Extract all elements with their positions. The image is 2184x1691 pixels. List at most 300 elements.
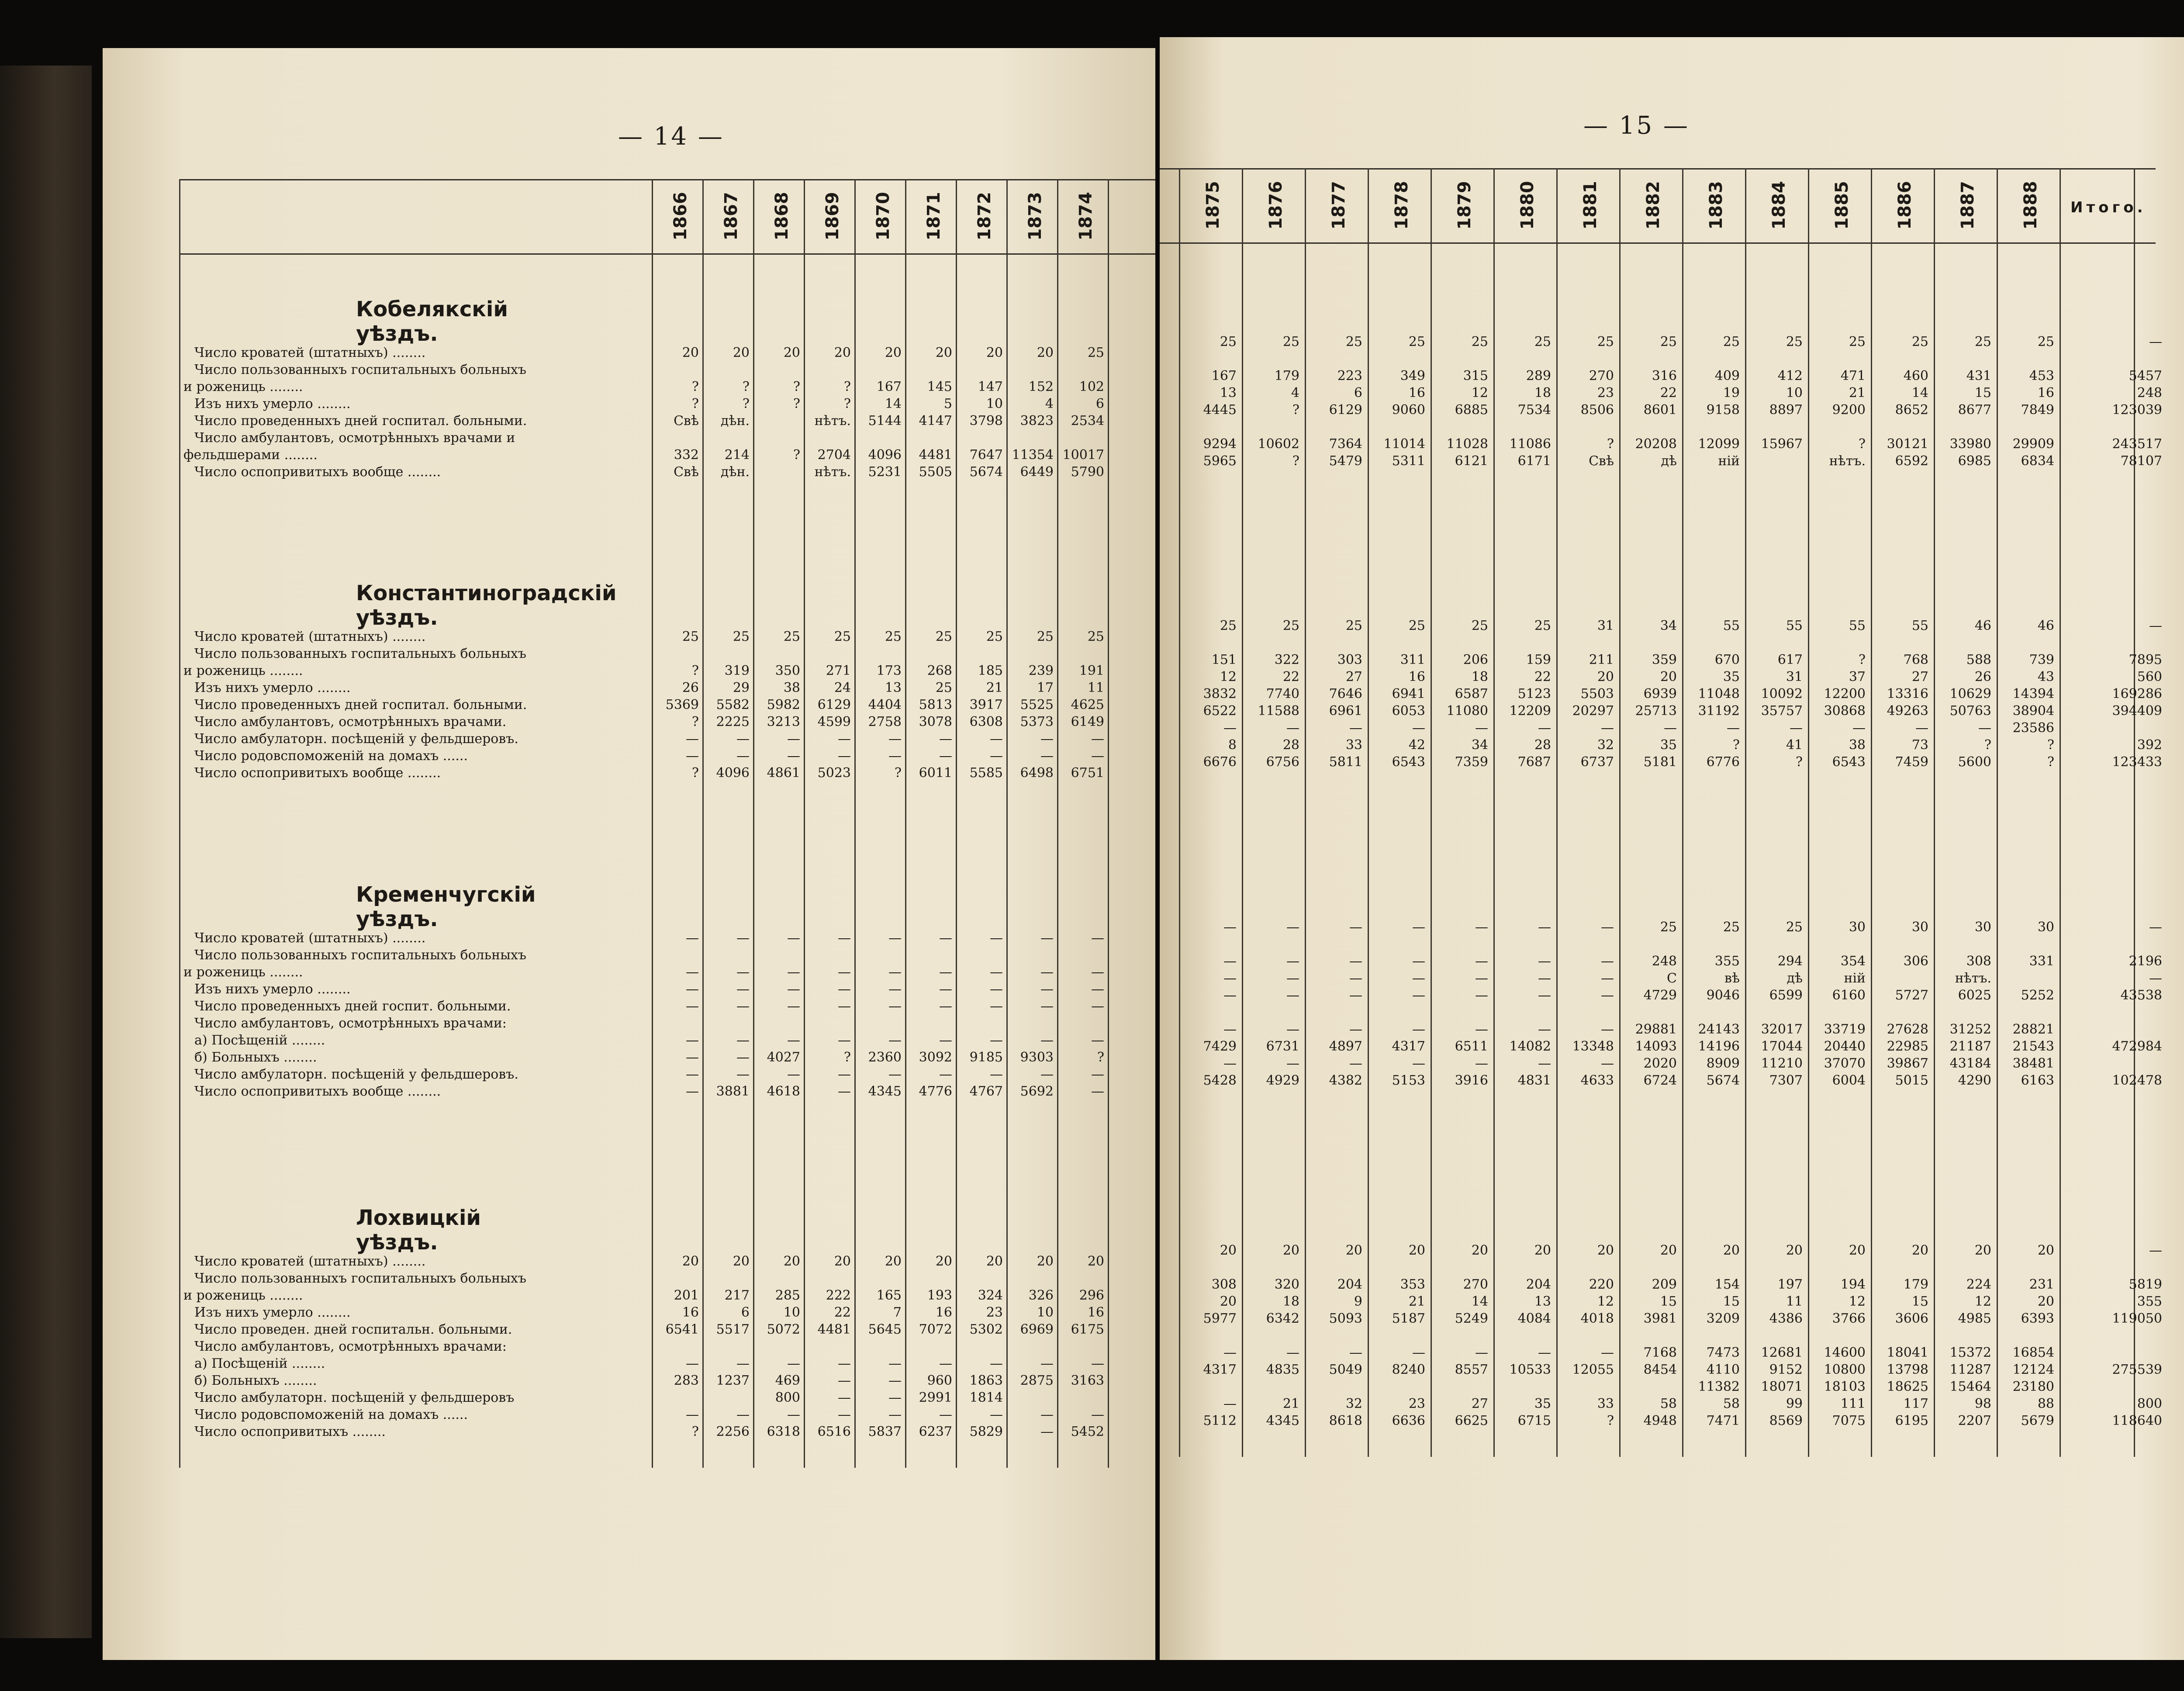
- data-cell: 1863: [969, 1373, 1003, 1388]
- data-cell: 8618: [1329, 1413, 1362, 1428]
- data-cell: ?: [1097, 1050, 1104, 1065]
- data-cell: 16: [1408, 669, 1425, 685]
- data-cell: 3881: [716, 1084, 750, 1099]
- data-cell: 294: [1777, 954, 1803, 969]
- column-rule: [1368, 168, 1369, 1457]
- data-cell: 21187: [1949, 1039, 1991, 1054]
- row-label-continued: и рожениць ........: [183, 1288, 303, 1303]
- data-cell: 55: [1786, 618, 1803, 633]
- data-cell: ?: [691, 663, 699, 678]
- data-cell: 20: [1345, 1243, 1362, 1258]
- data-cell: 9294: [1203, 436, 1237, 452]
- data-cell: ?: [2047, 737, 2054, 753]
- data-cell: —: [990, 1356, 1003, 1371]
- data-cell: 22: [1660, 385, 1677, 401]
- data-cell: 37: [1849, 669, 1866, 685]
- data-cell: 800: [775, 1390, 800, 1405]
- data-cell: 4: [1045, 396, 1054, 412]
- data-cell: 6776: [1706, 754, 1740, 770]
- data-cell: 5049: [1329, 1362, 1362, 1377]
- data-cell: 4481: [817, 1322, 851, 1337]
- year-header: 1880: [1517, 181, 1538, 230]
- data-cell: —: [1223, 1022, 1237, 1037]
- data-cell: ?: [1607, 436, 1614, 452]
- data-cell: Свѣ: [674, 413, 699, 429]
- data-cell: 154: [1714, 1277, 1740, 1292]
- data-cell: —: [1040, 982, 1054, 997]
- data-cell: 10: [1037, 1305, 1054, 1320]
- data-cell: 197: [1777, 1277, 1803, 1292]
- data-cell: Свѣ: [1589, 453, 1614, 469]
- data-cell: 41: [1786, 737, 1803, 753]
- data-cell: 6163: [2021, 1073, 2054, 1088]
- data-cell: ?: [691, 765, 699, 781]
- data-cell: 4929: [1266, 1073, 1299, 1088]
- data-cell: —: [1091, 965, 1104, 980]
- year-header: 1885: [1832, 181, 1852, 230]
- data-cell: 10: [783, 1305, 800, 1320]
- data-cell: 9152: [1769, 1362, 1803, 1377]
- data-cell: —: [1601, 920, 1614, 935]
- data-cell: 9046: [1706, 988, 1740, 1003]
- data-cell: 22: [834, 1305, 851, 1320]
- data-cell: 18: [1471, 669, 1488, 685]
- data-cell: 5181: [1643, 754, 1677, 770]
- data-cell: 20: [1220, 1294, 1237, 1309]
- data-cell: 30: [2037, 920, 2054, 935]
- data-cell: 6636: [1392, 1413, 1425, 1428]
- data-cell: 5517: [716, 1322, 750, 1337]
- data-cell: 222: [826, 1288, 851, 1303]
- data-cell: —: [1040, 965, 1054, 980]
- data-cell: 102: [1079, 379, 1104, 394]
- data-cell: 50763: [1949, 703, 1991, 719]
- data-cell: 6731: [1266, 1039, 1299, 1054]
- data-cell: 2704: [817, 447, 851, 463]
- data-cell: 6543: [1832, 754, 1866, 770]
- data-cell: 223: [1337, 368, 1362, 384]
- data-cell: —: [1223, 954, 1237, 969]
- data-cell: 5249: [1455, 1311, 1488, 1326]
- data-cell: ?: [691, 396, 699, 412]
- data-cell: 7359: [1455, 754, 1488, 770]
- data-cell: 20: [1087, 1254, 1104, 1269]
- data-cell: 38904: [2012, 703, 2054, 719]
- data-cell: 3766: [1832, 1311, 1866, 1326]
- row-label: Изъ нихъ умерло ........: [194, 1305, 351, 1320]
- data-cell: 10533: [1509, 1362, 1551, 1377]
- data-cell: —: [1040, 1407, 1054, 1422]
- data-cell: 239: [1028, 663, 1054, 678]
- data-cell: 5015: [1895, 1073, 1928, 1088]
- total-cell: —: [2149, 920, 2162, 935]
- data-cell: 4625: [1071, 697, 1104, 712]
- data-cell: 308: [1966, 954, 1991, 969]
- year-header: 1884: [1769, 181, 1789, 230]
- data-cell: —: [787, 731, 800, 747]
- data-cell: 12: [1849, 1294, 1866, 1309]
- data-cell: 9200: [1832, 402, 1866, 418]
- data-cell: 14: [1471, 1294, 1488, 1309]
- data-cell: 33: [1597, 1396, 1614, 1411]
- data-cell: —: [1286, 988, 1299, 1003]
- data-cell: 10017: [1062, 447, 1104, 463]
- data-cell: 25: [1282, 618, 1299, 633]
- year-header: 1878: [1392, 181, 1412, 230]
- data-cell: 15967: [1761, 436, 1803, 452]
- data-cell: 4018: [1580, 1311, 1614, 1326]
- year-header: 1883: [1706, 181, 1726, 230]
- total-cell: 7895: [2129, 652, 2162, 667]
- data-cell: —: [787, 748, 800, 764]
- data-cell: 7646: [1329, 686, 1362, 702]
- data-cell: —: [1475, 720, 1488, 736]
- data-cell: 5645: [868, 1322, 902, 1337]
- data-cell: —: [1475, 1056, 1488, 1071]
- data-cell: 23: [986, 1305, 1003, 1320]
- data-cell: —: [888, 1033, 902, 1048]
- data-cell: 14600: [1824, 1345, 1866, 1360]
- data-cell: 2020: [1643, 1056, 1677, 1071]
- data-cell: 18103: [1824, 1379, 1866, 1394]
- total-cell: 472984: [2112, 1039, 2162, 1054]
- total-cell: 392: [2137, 737, 2162, 753]
- data-cell: —: [1412, 1345, 1425, 1360]
- data-cell: 2256: [716, 1424, 750, 1439]
- data-cell: —: [1223, 920, 1237, 935]
- data-cell: 469: [775, 1373, 800, 1388]
- data-cell: 206: [1463, 652, 1488, 667]
- data-cell: 25: [885, 629, 902, 644]
- data-cell: 768: [1903, 652, 1928, 667]
- data-cell: 5977: [1203, 1311, 1237, 1326]
- data-cell: —: [888, 930, 902, 946]
- data-cell: 11287: [1949, 1362, 1991, 1377]
- total-header: Итого.: [2070, 199, 2146, 216]
- total-cell: —: [2149, 1243, 2162, 1258]
- row-label-continued: и рожениць ........: [183, 965, 303, 980]
- year-header: 1874: [1076, 192, 1096, 241]
- data-cell: 19: [1723, 385, 1740, 401]
- data-cell: 167: [876, 379, 902, 394]
- row-label: Изъ нихъ умерло ........: [194, 680, 351, 695]
- data-cell: 3078: [919, 714, 952, 730]
- data-cell: 311: [1400, 652, 1425, 667]
- data-cell: ?: [894, 765, 902, 781]
- data-cell: 20: [1037, 345, 1054, 360]
- column-rule: [1431, 168, 1432, 1457]
- data-cell: —: [1223, 988, 1237, 1003]
- data-cell: 7647: [969, 447, 1003, 463]
- data-cell: 173: [876, 663, 902, 678]
- data-cell: 26: [1974, 669, 1991, 685]
- data-cell: 8897: [1769, 402, 1803, 418]
- data-cell: 25: [1786, 920, 1803, 935]
- total-cell: 5457: [2129, 368, 2162, 384]
- data-cell: ?: [1858, 436, 1866, 452]
- data-cell: —: [686, 1407, 699, 1422]
- data-cell: 4618: [767, 1084, 800, 1099]
- data-cell: —: [1349, 720, 1362, 736]
- data-cell: —: [736, 1407, 750, 1422]
- data-cell: 217: [724, 1288, 750, 1303]
- data-cell: 4147: [919, 413, 952, 429]
- row-label: Изъ нихъ умерло ........: [194, 396, 351, 412]
- data-cell: 5679: [2021, 1413, 2054, 1428]
- total-cell: 118640: [2112, 1413, 2162, 1428]
- data-cell: —: [838, 1033, 851, 1048]
- data-cell: 38481: [2012, 1056, 2054, 1071]
- data-cell: 4729: [1643, 988, 1677, 1003]
- data-cell: 6053: [1392, 703, 1425, 719]
- data-cell: 25: [1220, 334, 1237, 349]
- year-header: 1882: [1643, 181, 1663, 230]
- data-cell: 296: [1079, 1288, 1104, 1303]
- data-cell: 4084: [1517, 1311, 1551, 1326]
- column-rule: [1179, 168, 1180, 1457]
- data-cell: 20: [1849, 1243, 1866, 1258]
- data-cell: —: [1790, 720, 1803, 736]
- data-cell: 6941: [1392, 686, 1425, 702]
- data-cell: 3213: [767, 714, 800, 730]
- row-label: Число пользованныхъ госпитальныхъ больныхъ: [194, 362, 526, 377]
- data-cell: 5023: [817, 765, 851, 781]
- data-cell: 34: [1660, 618, 1677, 633]
- row-label: Число кроватей (штатныхъ) ........: [194, 629, 426, 644]
- data-cell: 8557: [1455, 1362, 1488, 1377]
- data-cell: 15: [1911, 1294, 1928, 1309]
- data-cell: 3916: [1455, 1073, 1488, 1088]
- data-cell: 248: [1652, 954, 1677, 969]
- data-cell: 5525: [1020, 697, 1054, 712]
- data-cell: Свѣ: [674, 464, 699, 480]
- data-cell: —: [939, 982, 952, 997]
- data-cell: 4110: [1706, 1362, 1740, 1377]
- data-cell: 20: [733, 1254, 750, 1269]
- data-cell: 88: [2037, 1396, 2054, 1411]
- data-cell: 7471: [1706, 1413, 1740, 1428]
- data-cell: 11028: [1446, 436, 1488, 452]
- data-cell: 12681: [1761, 1345, 1803, 1360]
- data-cell: 17044: [1761, 1039, 1803, 1054]
- data-cell: —: [1475, 920, 1488, 935]
- column-rule: [753, 179, 754, 1468]
- data-cell: —: [1091, 1067, 1104, 1082]
- data-cell: 6011: [919, 765, 952, 781]
- data-cell: 6969: [1020, 1322, 1054, 1337]
- data-cell: нѣтъ.: [1955, 971, 1991, 986]
- column-rule: [1556, 168, 1558, 1457]
- data-cell: —: [1475, 971, 1488, 986]
- data-cell: 5813: [919, 697, 952, 712]
- total-cell: —: [2149, 334, 2162, 349]
- data-cell: —: [1601, 954, 1614, 969]
- total-cell: 560: [2137, 669, 2162, 685]
- total-cell: 123039: [2112, 402, 2162, 418]
- data-cell: 15: [1974, 385, 1991, 401]
- data-cell: 4404: [868, 697, 902, 712]
- data-cell: —: [1412, 1022, 1425, 1037]
- data-cell: 25: [1849, 334, 1866, 349]
- data-cell: 30868: [1824, 703, 1866, 719]
- data-cell: 147: [978, 379, 1003, 394]
- data-cell: 16: [1087, 1305, 1104, 1320]
- data-cell: 588: [1966, 652, 1991, 667]
- data-cell: —: [1040, 731, 1054, 747]
- data-cell: 270: [1463, 1277, 1488, 1292]
- data-cell: 12: [1220, 669, 1237, 685]
- total-cell: 243517: [2112, 436, 2162, 452]
- data-cell: 28: [1282, 737, 1299, 753]
- data-cell: —: [736, 1033, 750, 1048]
- data-cell: —: [838, 965, 851, 980]
- column-rule: [1242, 168, 1243, 1457]
- data-cell: —: [1091, 982, 1104, 997]
- data-cell: 20: [1282, 1243, 1299, 1258]
- year-header: 1873: [1025, 192, 1045, 241]
- year-header: 1869: [822, 192, 843, 241]
- data-cell: 20208: [1635, 436, 1677, 452]
- data-cell: 2360: [868, 1050, 902, 1065]
- data-cell: 27628: [1887, 1022, 1928, 1037]
- data-cell: 22: [1282, 669, 1299, 685]
- data-cell: —: [838, 1390, 851, 1405]
- data-cell: —: [888, 965, 902, 980]
- data-cell: 43: [2037, 669, 2054, 685]
- data-cell: 20: [885, 345, 902, 360]
- data-cell: 58: [1723, 1396, 1740, 1411]
- data-cell: —: [686, 1356, 699, 1371]
- data-cell: 6004: [1832, 1073, 1866, 1088]
- data-cell: 27: [1471, 1396, 1488, 1411]
- data-cell: 319: [724, 663, 750, 678]
- year-header: 1881: [1580, 181, 1600, 230]
- data-cell: —: [736, 1050, 750, 1065]
- data-cell: 25: [834, 629, 851, 644]
- row-label: б) Больныхъ ........: [194, 1050, 317, 1065]
- data-cell: —: [686, 965, 699, 980]
- data-cell: 38: [1849, 737, 1866, 753]
- data-cell: 5231: [868, 464, 902, 480]
- data-cell: 7687: [1517, 754, 1551, 770]
- data-cell: 10: [1786, 385, 1803, 401]
- data-cell: 73: [1911, 737, 1928, 753]
- data-cell: —: [787, 1356, 800, 1371]
- data-cell: 7534: [1517, 402, 1551, 418]
- data-cell: —: [736, 748, 750, 764]
- data-cell: 6511: [1455, 1039, 1488, 1054]
- data-cell: 5452: [1071, 1424, 1104, 1439]
- data-cell: —: [888, 748, 902, 764]
- data-cell: 25713: [1635, 703, 1677, 719]
- data-cell: 5600: [1958, 754, 1991, 770]
- data-cell: 29881: [1635, 1022, 1677, 1037]
- data-cell: 32: [1345, 1396, 1362, 1411]
- data-cell: —: [888, 1067, 902, 1082]
- data-cell: —: [838, 1407, 851, 1422]
- data-cell: —: [1475, 988, 1488, 1003]
- data-cell: 194: [1840, 1277, 1866, 1292]
- total-cell: 355: [2137, 1294, 2162, 1309]
- data-cell: —: [1349, 1345, 1362, 1360]
- data-cell: 2875: [1020, 1373, 1054, 1388]
- row-label: Число родовспоможеній на домахъ ......: [194, 1407, 468, 1422]
- data-cell: —: [1349, 988, 1362, 1003]
- data-cell: 460: [1903, 368, 1928, 384]
- row-label: б) Больныхъ ........: [194, 1373, 317, 1388]
- data-cell: —: [736, 930, 750, 946]
- column-rule: [956, 179, 957, 1468]
- data-cell: 4948: [1643, 1413, 1677, 1428]
- data-cell: 34: [1471, 737, 1488, 753]
- column-rule: [2060, 168, 2061, 1457]
- data-cell: 8240: [1392, 1362, 1425, 1377]
- data-cell: —: [888, 999, 902, 1014]
- row-label: Число кроватей (штатныхъ) ........: [194, 345, 426, 360]
- year-header: 1875: [1203, 181, 1223, 230]
- data-cell: —: [838, 1084, 851, 1099]
- row-label: Число амбулаторн. посѣщеній у фельдшеровъ.: [194, 1067, 518, 1082]
- data-cell: —: [1349, 1056, 1362, 1071]
- data-cell: 20: [986, 345, 1003, 360]
- data-cell: —: [1286, 1345, 1299, 1360]
- data-cell: 4027: [767, 1050, 800, 1065]
- data-cell: 6543: [1392, 754, 1425, 770]
- data-cell: 46: [1974, 618, 1991, 633]
- data-cell: 11: [1786, 1294, 1803, 1309]
- data-cell: —: [939, 930, 952, 946]
- data-cell: 320: [1274, 1277, 1299, 1292]
- data-cell: 6756: [1266, 754, 1299, 770]
- data-cell: 4776: [919, 1084, 952, 1099]
- data-cell: —: [888, 1356, 902, 1371]
- data-cell: 5144: [868, 413, 902, 429]
- row-label: Число амбулантовъ, осмотрѣнныхъ врачами.: [194, 714, 507, 730]
- data-cell: 3917: [969, 697, 1003, 712]
- data-cell: 4317: [1392, 1039, 1425, 1054]
- data-cell: 25: [1408, 334, 1425, 349]
- data-cell: 6834: [2021, 453, 2054, 469]
- data-cell: 211: [1589, 652, 1614, 667]
- data-cell: 6342: [1266, 1311, 1299, 1326]
- data-cell: 4767: [969, 1084, 1003, 1099]
- data-cell: 2534: [1071, 413, 1104, 429]
- data-cell: —: [1223, 1345, 1237, 1360]
- data-cell: —: [1601, 1056, 1614, 1071]
- data-cell: 4861: [767, 765, 800, 781]
- data-cell: 6592: [1895, 453, 1928, 469]
- data-cell: 55: [1849, 618, 1866, 633]
- data-cell: 23: [1597, 385, 1614, 401]
- data-cell: —: [1040, 1424, 1054, 1439]
- data-cell: 5311: [1392, 453, 1425, 469]
- column-rule: [1108, 179, 1109, 1468]
- data-cell: 25: [1723, 920, 1740, 935]
- data-cell: 20: [1597, 669, 1614, 685]
- data-cell: 5302: [969, 1322, 1003, 1337]
- data-cell: дѣ: [1661, 453, 1677, 469]
- data-cell: 193: [927, 1288, 952, 1303]
- data-cell: 13348: [1572, 1039, 1614, 1054]
- data-cell: 35: [1723, 669, 1740, 685]
- data-cell: 6129: [1329, 402, 1362, 418]
- data-cell: 32017: [1761, 1022, 1803, 1037]
- data-cell: 16: [1408, 385, 1425, 401]
- data-cell: 20: [733, 345, 750, 360]
- data-cell: 283: [674, 1373, 699, 1388]
- data-cell: 315: [1463, 368, 1488, 384]
- row-label: Число оспопривитыхъ вообще ........: [194, 1084, 441, 1099]
